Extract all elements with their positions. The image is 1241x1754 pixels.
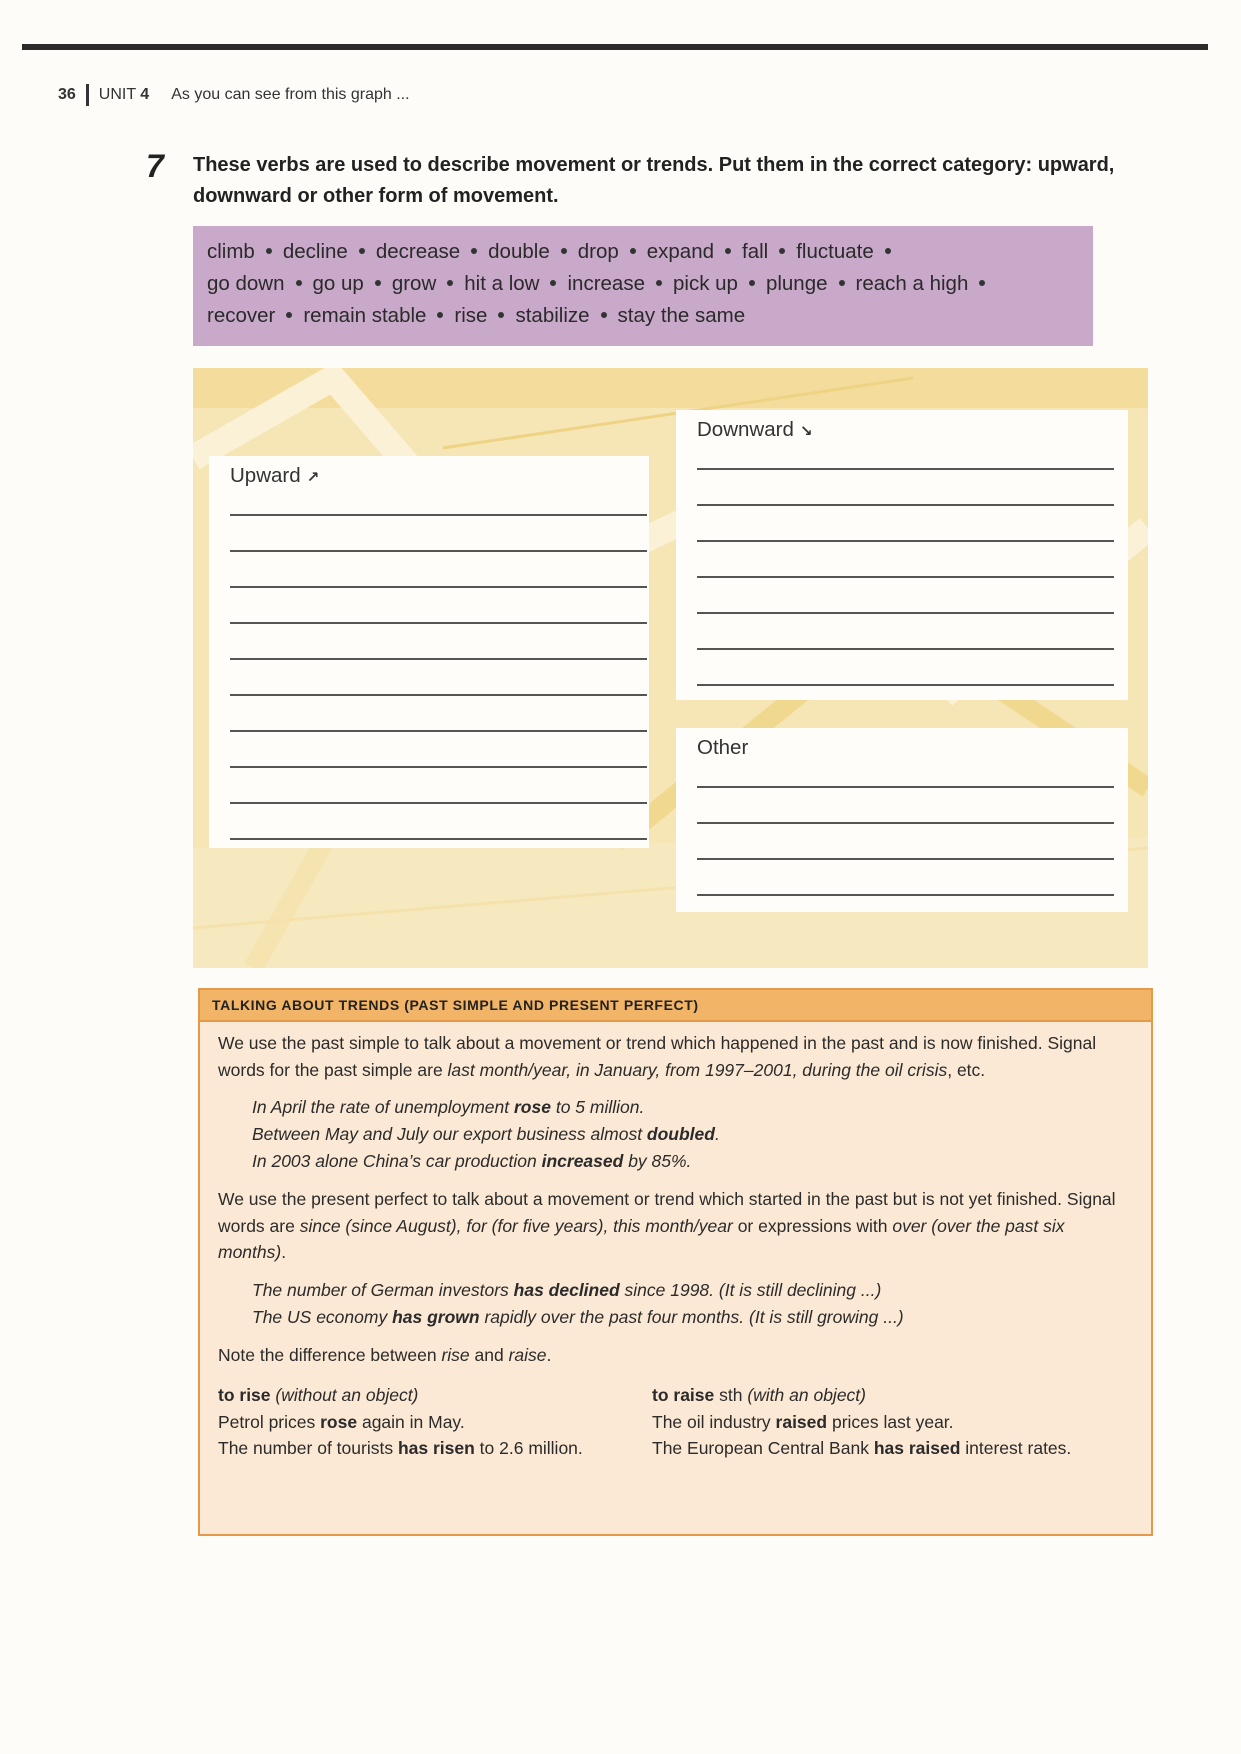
- word-line: [207, 236, 1079, 268]
- verb-word: decrease: [375, 240, 461, 263]
- verb-word: plunge: [765, 272, 828, 295]
- verb-word: stay the same: [617, 304, 746, 327]
- rise-raise-note: Note the difference between rise and raise.: [218, 1344, 552, 1365]
- word-line: [207, 268, 1079, 300]
- verb-word: reach a high: [855, 272, 969, 295]
- bullet-separator: [749, 280, 755, 286]
- verb-word: rise: [454, 304, 488, 327]
- bullet-separator: [286, 312, 292, 318]
- example-sentence: The US economy has grown rapidly over the past four months. (It is still growing ...): [252, 1306, 904, 1327]
- verb-word: grow: [391, 272, 437, 295]
- present-perfect-explanation: We use the present perfect to talk about a movement or trend which started in the past but is not yet finished. Signal words are since (since August), for (for five years), this month/year or expressions with over (over the past six months).: [218, 1189, 1116, 1262]
- verb-word: hit a low: [464, 272, 540, 295]
- bullet-separator: [725, 248, 731, 254]
- bullet-separator: [601, 312, 607, 318]
- bullet-separator: [550, 280, 556, 286]
- answer-write-line[interactable]: [230, 622, 647, 624]
- answer-write-line[interactable]: [697, 858, 1114, 860]
- raise-example: The oil industry raised prices last year.: [652, 1411, 954, 1432]
- page-number: 36: [58, 86, 76, 103]
- exercise-instruction: These verbs are used to describe movement or trends. Put them in the correct category: upward, downward or other form of movement.: [193, 154, 1115, 207]
- rise-example: The number of tourists has risen to 2.6 million.: [218, 1438, 583, 1458]
- top-rule: [22, 44, 1208, 50]
- raise-column: [652, 1382, 1086, 1462]
- answer-write-line[interactable]: [230, 694, 647, 696]
- answer-write-line[interactable]: [697, 822, 1114, 824]
- bullet-separator: [498, 312, 504, 318]
- other-panel: [676, 728, 1128, 912]
- grammar-body: [200, 1022, 1151, 1462]
- downward-panel: [676, 410, 1128, 700]
- other-title: Other: [697, 736, 749, 759]
- word-line: [207, 300, 1079, 332]
- bullet-separator: [839, 280, 845, 286]
- verb-word: stabilize: [515, 304, 590, 327]
- verb-word: go up: [312, 272, 364, 295]
- arrow-up-right-icon: ↗: [306, 469, 320, 486]
- answer-write-line[interactable]: [230, 586, 647, 588]
- unit-title: As you can see from this graph ...: [171, 86, 410, 103]
- verb-word: double: [488, 240, 550, 263]
- answer-write-line[interactable]: [697, 504, 1114, 506]
- example-sentence: Between May and July our export business almost doubled.: [252, 1124, 720, 1144]
- answer-write-line[interactable]: [697, 648, 1114, 650]
- answer-write-line[interactable]: [697, 576, 1114, 578]
- answer-write-line[interactable]: [697, 612, 1114, 614]
- verb-word: expand: [646, 240, 715, 263]
- bullet-separator: [437, 312, 443, 318]
- example-sentence: In April the rate of unemployment rose to 5 million.: [252, 1097, 645, 1117]
- raise-example: The European Central Bank has raised interest rates.: [652, 1438, 1072, 1458]
- bullet-separator: [296, 280, 302, 286]
- verb-word: climb: [207, 240, 255, 263]
- bullet-separator: [885, 248, 891, 254]
- verb-word: fluctuate: [796, 240, 874, 263]
- present-perfect-examples: [252, 1277, 1133, 1331]
- example-sentence: The number of German investors has declined since 1998. (It is still declining ...): [252, 1279, 882, 1300]
- verb-word: drop: [577, 240, 619, 263]
- verb-word: go down: [207, 272, 285, 295]
- arrow-down-right-icon: ↘: [799, 423, 813, 440]
- past-simple-examples: [252, 1094, 1133, 1175]
- upward-panel: [209, 456, 649, 848]
- answer-write-line[interactable]: [697, 786, 1114, 788]
- header-divider: [86, 84, 89, 106]
- unit-label: UNIT 4: [98, 86, 150, 103]
- verb-word: remain stable: [303, 304, 427, 327]
- verb-word: decline: [282, 240, 348, 263]
- answer-write-line[interactable]: [230, 730, 647, 732]
- rise-column: [218, 1382, 652, 1462]
- rise-raise-comparison: [218, 1382, 1133, 1462]
- bullet-separator: [561, 248, 567, 254]
- bullet-separator: [656, 280, 662, 286]
- rise-heading: to rise (without an object): [218, 1385, 419, 1405]
- rise-example: Petrol prices rose again in May.: [218, 1411, 465, 1432]
- bullet-separator: [979, 280, 985, 286]
- answer-write-line[interactable]: [697, 684, 1114, 686]
- answer-write-line[interactable]: [230, 514, 647, 516]
- answer-write-line[interactable]: [230, 550, 647, 552]
- verb-word: pick up: [672, 272, 738, 295]
- bullet-separator: [266, 248, 272, 254]
- answer-write-line[interactable]: [230, 802, 647, 804]
- answer-write-line[interactable]: [230, 838, 647, 840]
- example-sentence: In 2003 alone China’s car production increased by 85%.: [252, 1151, 692, 1171]
- upward-title: Upward ↗: [230, 464, 320, 487]
- bullet-separator: [447, 280, 453, 286]
- answer-write-line[interactable]: [697, 894, 1114, 896]
- word-box: [193, 226, 1093, 346]
- raise-heading: to raise sth (with an object): [652, 1385, 866, 1405]
- answer-write-line[interactable]: [230, 658, 647, 660]
- verb-word: fall: [742, 240, 769, 263]
- exercise-number: 7: [146, 148, 164, 184]
- bullet-separator: [359, 248, 365, 254]
- bullet-separator: [375, 280, 381, 286]
- bullet-separator: [471, 248, 477, 254]
- answer-write-line[interactable]: [230, 766, 647, 768]
- grammar-box: [198, 988, 1153, 1536]
- downward-title: Downward ↘: [697, 418, 813, 441]
- grammar-heading: TALKING ABOUT TRENDS (PAST SIMPLE AND PRESENT PERFECT): [200, 990, 1151, 1022]
- answer-write-line[interactable]: [697, 540, 1114, 542]
- answer-write-line[interactable]: [697, 468, 1114, 470]
- running-head: [58, 84, 410, 106]
- bullet-separator: [779, 248, 785, 254]
- bullet-separator: [630, 248, 636, 254]
- verb-word: recover: [207, 304, 276, 327]
- verb-word: increase: [567, 272, 645, 295]
- past-simple-explanation: We use the past simple to talk about a movement or trend which happened in the past and is now finished. Signal words for the past simple are last month/year, in January, from 1997–2001, during the oil crisis, etc.: [218, 1033, 1097, 1080]
